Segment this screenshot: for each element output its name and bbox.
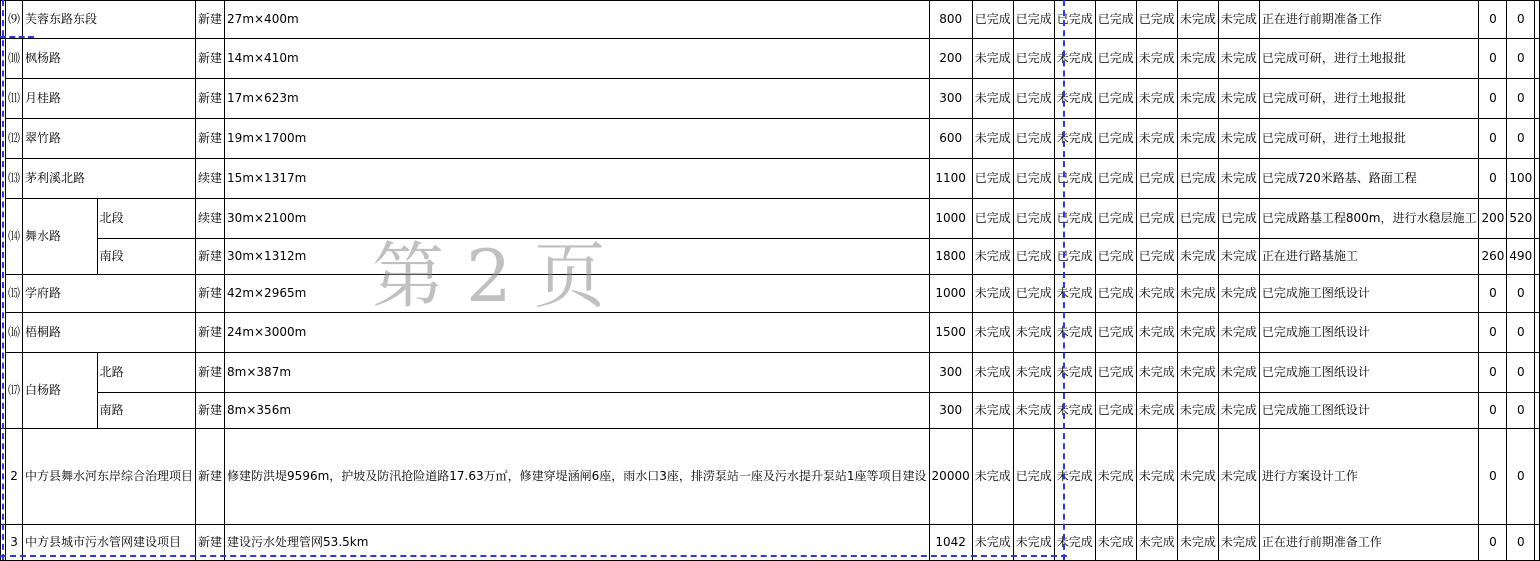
build-type-cell[interactable]: 新建: [196, 239, 225, 275]
status-cell[interactable]: 已完成: [1013, 119, 1054, 159]
status-cell[interactable]: 已完成: [1013, 79, 1054, 119]
page-border-bottom: [0, 555, 1067, 557]
table-row: [1, 275, 1540, 313]
progress-cell[interactable]: 进行方案设计工作: [1259, 429, 1479, 525]
project-name-cell[interactable]: 月桂路: [23, 79, 196, 119]
status-cell[interactable]: 未完成: [1218, 313, 1259, 353]
status-cell[interactable]: 已完成: [1177, 199, 1218, 239]
status-cell[interactable]: 已完成: [1013, 429, 1054, 525]
status-cell[interactable]: 未完成: [972, 119, 1013, 159]
value-cell[interactable]: 0: [1507, 79, 1535, 119]
section-name-cell[interactable]: 北路: [97, 353, 195, 393]
value-cell[interactable]: 0: [1507, 275, 1535, 313]
status-cell[interactable]: 已完成: [1136, 1, 1177, 39]
investment-cell[interactable]: 1042: [929, 525, 972, 561]
status-cell[interactable]: 未完成: [1177, 393, 1218, 429]
status-cell[interactable]: 未完成: [1013, 313, 1054, 353]
build-type-cell[interactable]: 续建: [196, 199, 225, 239]
status-cell[interactable]: 已完成: [1218, 199, 1259, 239]
status-cell[interactable]: 未完成: [1218, 119, 1259, 159]
table-row: [1, 239, 1540, 275]
investment-cell[interactable]: 800: [929, 1, 972, 39]
value-cell[interactable]: 0: [1507, 429, 1535, 525]
row-index-cell[interactable]: ⒀: [6, 159, 23, 199]
build-type-cell[interactable]: 新建: [196, 119, 225, 159]
empty-cell[interactable]: [1535, 393, 1540, 429]
row-index-cell[interactable]: ⑾: [6, 79, 23, 119]
row-index-cell[interactable]: ⒃: [6, 313, 23, 353]
empty-cell[interactable]: [1535, 119, 1540, 159]
status-cell[interactable]: 已完成: [1095, 119, 1136, 159]
status-cell[interactable]: 已完成: [1013, 199, 1054, 239]
status-cell[interactable]: 未完成: [1136, 119, 1177, 159]
status-cell[interactable]: 已完成: [972, 199, 1013, 239]
value-cell[interactable]: 0: [1479, 429, 1507, 525]
scale-cell[interactable]: 30m×2100m: [225, 199, 930, 239]
status-cell[interactable]: 未完成: [1054, 393, 1095, 429]
status-cell[interactable]: 已完成: [1136, 199, 1177, 239]
value-cell[interactable]: 0: [1507, 119, 1535, 159]
value-cell[interactable]: 0: [1479, 275, 1507, 313]
investment-cell[interactable]: 1000: [929, 199, 972, 239]
table-row: [1, 199, 1540, 239]
status-cell[interactable]: 未完成: [972, 275, 1013, 313]
status-cell[interactable]: 未完成: [972, 525, 1013, 561]
progress-cell[interactable]: 已完成施工图纸设计: [1259, 353, 1479, 393]
value-cell[interactable]: 200: [1479, 199, 1507, 239]
empty-cell[interactable]: [1535, 313, 1540, 353]
page-border-left: [2, 0, 4, 560]
value-cell[interactable]: 0: [1479, 79, 1507, 119]
status-cell[interactable]: 未完成: [1136, 525, 1177, 561]
status-cell[interactable]: 未完成: [1013, 393, 1054, 429]
investment-cell[interactable]: 1800: [929, 239, 972, 275]
project-name-cell[interactable]: 舞水路: [23, 199, 98, 275]
status-cell[interactable]: 未完成: [1218, 239, 1259, 275]
investment-cell[interactable]: 300: [929, 79, 972, 119]
status-cell[interactable]: 未完成: [1218, 393, 1259, 429]
progress-cell[interactable]: 正在进行前期准备工作: [1259, 525, 1479, 561]
empty-cell[interactable]: [1535, 429, 1540, 525]
empty-cell[interactable]: [1535, 199, 1540, 239]
status-cell[interactable]: 未完成: [1054, 119, 1095, 159]
status-cell[interactable]: 已完成: [1054, 1, 1095, 39]
status-cell[interactable]: 未完成: [972, 353, 1013, 393]
value-cell[interactable]: 0: [1479, 119, 1507, 159]
status-cell[interactable]: 已完成: [1095, 313, 1136, 353]
progress-cell[interactable]: 正在进行前期准备工作: [1259, 1, 1479, 39]
status-cell[interactable]: 未完成: [1095, 429, 1136, 525]
status-cell[interactable]: 未完成: [1177, 39, 1218, 79]
empty-cell[interactable]: [1535, 159, 1540, 199]
value-cell[interactable]: 520: [1507, 199, 1535, 239]
status-cell[interactable]: 未完成: [972, 79, 1013, 119]
status-cell[interactable]: 未完成: [1136, 275, 1177, 313]
status-cell[interactable]: 未完成: [1136, 393, 1177, 429]
value-cell[interactable]: 490: [1507, 239, 1535, 275]
value-cell[interactable]: 0: [1507, 353, 1535, 393]
project-name-cell[interactable]: 中方县城市污水管网建设项目: [23, 525, 196, 561]
status-cell[interactable]: 未完成: [1054, 429, 1095, 525]
scale-cell[interactable]: 修建防洪堤9596m，护坡及防汛抢险道路17.63万㎡，修建穿堤涵闸6座，雨水口3座，排涝泵站一座及污水提升泵站1座等项目建设: [225, 429, 930, 525]
status-cell[interactable]: 未完成: [1218, 79, 1259, 119]
row-index-cell[interactable]: ⒄: [6, 353, 23, 429]
progress-cell[interactable]: 已完成可研，进行土地报批: [1259, 119, 1479, 159]
status-cell[interactable]: 已完成: [1095, 353, 1136, 393]
status-cell[interactable]: 未完成: [1054, 353, 1095, 393]
build-type-cell[interactable]: 新建: [196, 393, 225, 429]
status-cell[interactable]: 未完成: [1218, 353, 1259, 393]
value-cell[interactable]: 0: [1479, 39, 1507, 79]
table-row: [1, 119, 1540, 159]
status-cell[interactable]: 未完成: [972, 393, 1013, 429]
scale-cell[interactable]: 14m×410m: [225, 39, 930, 79]
scale-cell[interactable]: 建设污水处理管网53.5km: [225, 525, 930, 561]
status-cell[interactable]: 未完成: [1136, 429, 1177, 525]
status-cell[interactable]: 未完成: [1177, 525, 1218, 561]
empty-cell[interactable]: [1535, 525, 1540, 561]
status-cell[interactable]: 已完成: [1013, 275, 1054, 313]
status-cell[interactable]: 已完成: [1013, 1, 1054, 39]
scale-cell[interactable]: 8m×356m: [225, 393, 930, 429]
build-type-cell[interactable]: 新建: [196, 429, 225, 525]
row-index-cell[interactable]: ⑿: [6, 119, 23, 159]
status-cell[interactable]: 已完成: [1054, 239, 1095, 275]
status-cell[interactable]: 未完成: [1054, 525, 1095, 561]
status-cell[interactable]: 未完成: [1177, 119, 1218, 159]
status-cell[interactable]: 未完成: [1218, 39, 1259, 79]
status-cell[interactable]: 未完成: [1136, 313, 1177, 353]
status-cell[interactable]: 已完成: [1136, 159, 1177, 199]
status-cell[interactable]: 已完成: [1095, 393, 1136, 429]
build-type-cell[interactable]: 新建: [196, 353, 225, 393]
status-cell[interactable]: 已完成: [972, 1, 1013, 39]
status-cell[interactable]: 已完成: [1095, 159, 1136, 199]
value-cell[interactable]: 0: [1479, 159, 1507, 199]
investment-cell[interactable]: 200: [929, 39, 972, 79]
row-index-cell[interactable]: 2: [6, 429, 23, 525]
status-cell[interactable]: 未完成: [1136, 353, 1177, 393]
status-cell[interactable]: 未完成: [1177, 353, 1218, 393]
scale-cell[interactable]: 15m×1317m: [225, 159, 930, 199]
row-index-cell[interactable]: ⑼: [6, 1, 23, 39]
value-cell[interactable]: 0: [1507, 39, 1535, 79]
scale-cell[interactable]: 30m×1312m: [225, 239, 930, 275]
empty-cell[interactable]: [1535, 275, 1540, 313]
empty-cell[interactable]: [1535, 39, 1540, 79]
build-type-cell[interactable]: 新建: [196, 1, 225, 39]
investment-cell[interactable]: 600: [929, 119, 972, 159]
table-row: [1, 79, 1540, 119]
status-cell[interactable]: 未完成: [972, 239, 1013, 275]
progress-cell[interactable]: 已完成施工图纸设计: [1259, 313, 1479, 353]
status-cell[interactable]: 未完成: [1013, 525, 1054, 561]
table-row: [1, 1, 1540, 39]
status-cell[interactable]: 未完成: [1218, 159, 1259, 199]
value-cell[interactable]: 260: [1479, 239, 1507, 275]
status-cell[interactable]: 未完成: [1054, 275, 1095, 313]
project-name-cell[interactable]: 白杨路: [23, 353, 98, 429]
status-cell[interactable]: 未完成: [1054, 313, 1095, 353]
build-type-cell[interactable]: 新建: [196, 275, 225, 313]
build-type-cell[interactable]: 续建: [196, 159, 225, 199]
build-type-cell[interactable]: 新建: [196, 525, 225, 561]
value-cell[interactable]: 0: [1479, 525, 1507, 561]
table-row: [1, 39, 1540, 79]
section-name-cell[interactable]: 北段: [97, 199, 195, 239]
table-row: [1, 429, 1540, 525]
progress-cell[interactable]: 已完成720米路基、路面工程: [1259, 159, 1479, 199]
table-row: [1, 393, 1540, 429]
status-cell[interactable]: 已完成: [1095, 39, 1136, 79]
value-cell[interactable]: 0: [1507, 525, 1535, 561]
scale-cell[interactable]: 42m×2965m: [225, 275, 930, 313]
scale-cell[interactable]: 17m×623m: [225, 79, 930, 119]
status-cell[interactable]: 未完成: [1177, 239, 1218, 275]
status-cell[interactable]: 未完成: [1136, 39, 1177, 79]
value-cell[interactable]: 0: [1479, 353, 1507, 393]
status-cell[interactable]: 未完成: [1177, 313, 1218, 353]
value-cell[interactable]: 0: [1507, 393, 1535, 429]
table-row: [1, 353, 1540, 393]
status-cell[interactable]: 已完成: [1013, 39, 1054, 79]
value-cell[interactable]: 0: [1479, 1, 1507, 39]
investment-cell[interactable]: 300: [929, 353, 972, 393]
value-cell[interactable]: 100: [1507, 159, 1535, 199]
row-index-cell[interactable]: ⒂: [6, 275, 23, 313]
section-name-cell[interactable]: 南路: [97, 393, 195, 429]
project-name-cell[interactable]: 翠竹路: [23, 119, 196, 159]
row-index-cell[interactable]: ⑽: [6, 39, 23, 79]
status-cell[interactable]: 未完成: [972, 429, 1013, 525]
status-cell[interactable]: 未完成: [1095, 525, 1136, 561]
status-cell[interactable]: 未完成: [1177, 79, 1218, 119]
scale-cell[interactable]: 27m×400m: [225, 1, 930, 39]
status-cell[interactable]: 已完成: [1054, 159, 1095, 199]
row-index-cell[interactable]: 3: [6, 525, 23, 561]
investment-cell[interactable]: 20000: [929, 429, 972, 525]
status-cell[interactable]: 未完成: [1177, 275, 1218, 313]
status-cell[interactable]: 已完成: [1013, 239, 1054, 275]
investment-cell[interactable]: 1000: [929, 275, 972, 313]
progress-cell[interactable]: 正在进行路基施工: [1259, 239, 1479, 275]
status-cell[interactable]: 已完成: [1177, 159, 1218, 199]
status-cell[interactable]: 未完成: [972, 39, 1013, 79]
status-cell[interactable]: 未完成: [1177, 1, 1218, 39]
page-border-top: [0, 36, 34, 38]
project-name-cell[interactable]: 中方县舞水河东岸综合治理项目: [23, 429, 196, 525]
status-cell[interactable]: 已完成: [1136, 239, 1177, 275]
scale-cell[interactable]: 19m×1700m: [225, 119, 930, 159]
project-name-cell[interactable]: 梧桐路: [23, 313, 196, 353]
empty-cell[interactable]: [1535, 79, 1540, 119]
status-cell[interactable]: 未完成: [1013, 353, 1054, 393]
status-cell[interactable]: 未完成: [1136, 79, 1177, 119]
value-cell[interactable]: 0: [1507, 313, 1535, 353]
investment-cell[interactable]: 300: [929, 393, 972, 429]
status-cell[interactable]: 未完成: [1054, 79, 1095, 119]
status-cell[interactable]: 未完成: [972, 313, 1013, 353]
status-cell[interactable]: 未完成: [1218, 275, 1259, 313]
status-cell[interactable]: 已完成: [1095, 1, 1136, 39]
status-cell[interactable]: 已完成: [1095, 79, 1136, 119]
status-cell[interactable]: 已完成: [1013, 159, 1054, 199]
page-watermark: 第2页: [372, 234, 628, 318]
empty-cell[interactable]: [1535, 1, 1540, 39]
status-cell[interactable]: 已完成: [972, 159, 1013, 199]
project-name-cell[interactable]: 芙蓉东路东段: [23, 1, 196, 39]
value-cell[interactable]: 0: [1507, 1, 1535, 39]
progress-cell[interactable]: 已完成可研，进行土地报批: [1259, 79, 1479, 119]
build-type-cell[interactable]: 新建: [196, 313, 225, 353]
status-cell[interactable]: 未完成: [1218, 429, 1259, 525]
build-type-cell[interactable]: 新建: [196, 79, 225, 119]
status-cell[interactable]: 已完成: [1095, 275, 1136, 313]
table-row: [1, 313, 1540, 353]
row-index-cell[interactable]: ⒁: [6, 199, 23, 275]
scale-cell[interactable]: 24m×3000m: [225, 313, 930, 353]
value-cell[interactable]: 0: [1479, 393, 1507, 429]
status-cell[interactable]: 未完成: [1218, 525, 1259, 561]
status-cell[interactable]: 未完成: [1177, 429, 1218, 525]
project-name-cell[interactable]: 枫杨路: [23, 39, 196, 79]
page-border-right: [1063, 0, 1065, 560]
progress-cell[interactable]: 已完成施工图纸设计: [1259, 275, 1479, 313]
status-cell[interactable]: 已完成: [1054, 199, 1095, 239]
table-row: [1, 159, 1540, 199]
status-cell[interactable]: 已完成: [1095, 239, 1136, 275]
status-cell[interactable]: 已完成: [1095, 199, 1136, 239]
build-type-cell[interactable]: 新建: [196, 39, 225, 79]
investment-cell[interactable]: 1500: [929, 313, 972, 353]
investment-cell[interactable]: 1100: [929, 159, 972, 199]
scale-cell[interactable]: 8m×387m: [225, 353, 930, 393]
project-name-cell[interactable]: 学府路: [23, 275, 196, 313]
progress-cell[interactable]: 已完成可研，进行土地报批: [1259, 39, 1479, 79]
status-cell[interactable]: 未完成: [1218, 1, 1259, 39]
progress-cell[interactable]: 已完成施工图纸设计: [1259, 393, 1479, 429]
value-cell[interactable]: 0: [1479, 313, 1507, 353]
status-cell[interactable]: 未完成: [1054, 39, 1095, 79]
project-name-cell[interactable]: 茅利溪北路: [23, 159, 196, 199]
progress-cell[interactable]: 已完成路基工程800m，进行水稳层施工: [1259, 199, 1479, 239]
empty-cell[interactable]: [1535, 239, 1540, 275]
section-name-cell[interactable]: 南段: [97, 239, 195, 275]
empty-cell[interactable]: [1535, 353, 1540, 393]
